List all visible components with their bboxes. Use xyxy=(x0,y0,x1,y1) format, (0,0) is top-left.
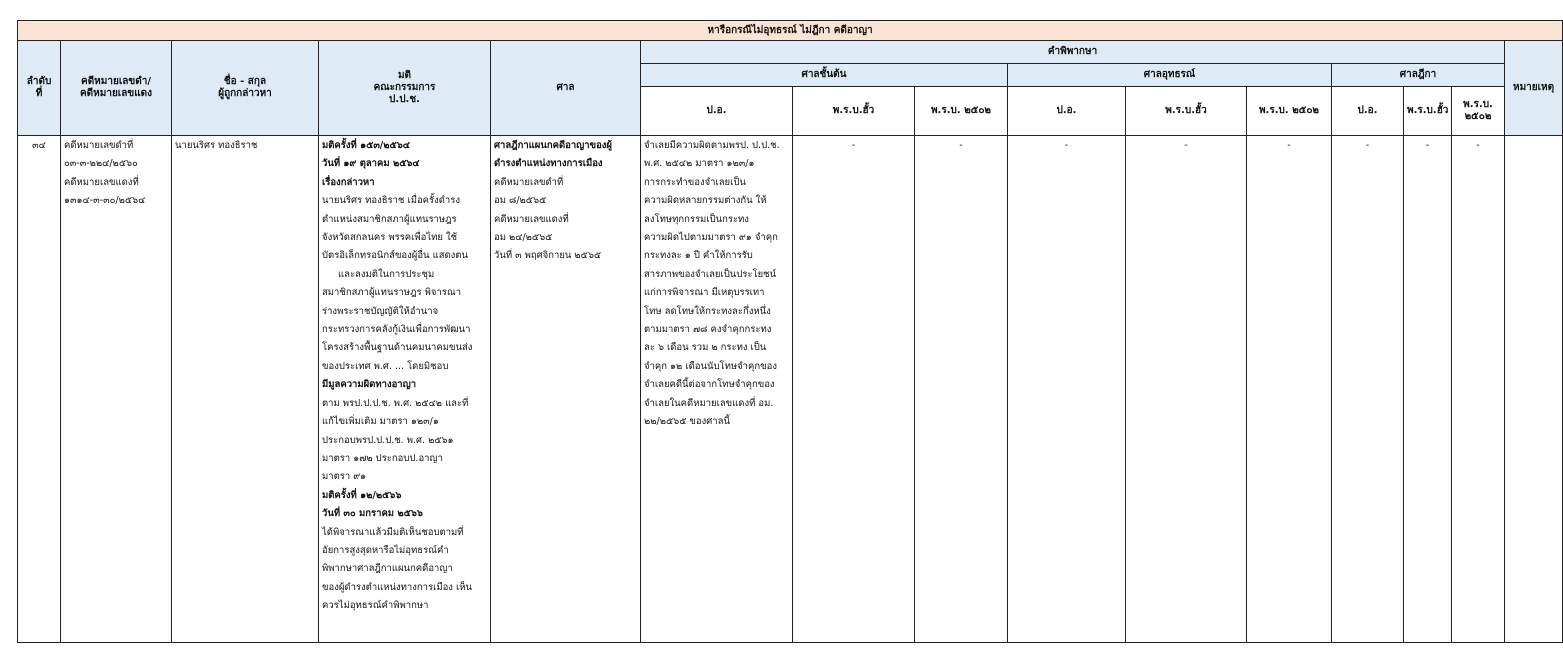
court-line: ศาลฎีกาแผนกคดีอาญาของผู้ xyxy=(494,140,612,151)
judgment-line: จำเลยคดีนี้ต่อจากโทษจำคุกของ xyxy=(644,379,775,391)
cell-first-po xyxy=(641,136,793,643)
judgment-line: จำคุก ๑๒ เดือนนับโทษจำคุกของ xyxy=(644,360,777,372)
resolution-line: ร่างพระราชบัญญัติให้อำนาจ xyxy=(322,305,439,317)
cell-seq: ๓๔ xyxy=(18,136,61,643)
judgment-line: ลงโทษทุกกรรมเป็นกระทง xyxy=(644,213,749,225)
court-line: อม ๘/๒๕๖๕ xyxy=(494,195,547,207)
resolution-line: ประกอบพรป.ป.ป.ช. พ.ศ. ๒๕๖๑ xyxy=(322,434,454,446)
judgment-line: ความผิดไปตามมาตรา ๙๑ จำคุก xyxy=(644,232,778,244)
cell-supreme-po: - xyxy=(1332,136,1404,643)
header-first-pr-2502: พ.ร.บ. ๒๕๐๒ xyxy=(915,87,1008,136)
cell-appeal-po: - xyxy=(1008,136,1126,643)
header-appeal-court: ศาลอุทธรณ์ xyxy=(1008,64,1332,87)
cell-case-number: คดีหมายเลขดำที่ ๐๓-๓-๒๒๔/๒๕๖๐ คดีหมายเลขแดงที่ ๑๓๑๔-๓-๓๐/๒๕๖๔ xyxy=(61,136,172,643)
header-first-instance-court: ศาลชั้นต้น xyxy=(641,64,1008,87)
resolution-line: แก้ไขเพิ่มเติม มาตรา ๑๒๓/๑ xyxy=(322,416,439,428)
resolution-line: บัตรอิเล็กทรอนิกส์ของผู้อื่น แสดงตน xyxy=(322,250,468,262)
header-remark: หมายเหตุ xyxy=(1505,41,1563,136)
judgment-line: ๒๒/๒๕๖๕ ของศาลนี้ xyxy=(644,416,730,428)
header-judgment: คำพิพากษา xyxy=(641,41,1505,64)
judgment-line: จำเลยมีความผิดตามพรป. ป.ป.ช. xyxy=(644,140,780,151)
header-first-pr-hua: พ.ร.บ.ฮั้ว xyxy=(793,87,915,136)
header-seq: ลำดับ ที่ xyxy=(18,41,61,136)
resolution-line: วันที่ ๑๙ ตุลาคม ๒๕๖๔ xyxy=(322,158,420,170)
court-line: วันที่ ๓ พฤศจิกายน ๒๕๖๕ xyxy=(494,250,602,262)
court-line: คดีหมายเลขดำที่ xyxy=(494,176,564,188)
judgment-line: พ.ศ. ๒๕๔๒ มาตรา ๑๒๓/๑ xyxy=(644,158,755,170)
resolution-line: กระทรวงการคลังกู้เงินเพื่อการพัฒนา xyxy=(322,324,471,336)
cell-supreme-pr-hua: - xyxy=(1404,136,1452,643)
header-supreme-pr-hua: พ.ร.บ.ฮั้ว xyxy=(1404,87,1452,136)
resolution-line: ควรไม่อุทธรณ์คำพิพากษา xyxy=(322,600,429,612)
judgment-line: กระทงละ ๑ ปี คำให้การรับ xyxy=(644,250,753,262)
judgment-line: สารภาพของจำเลยเป็นประโยชน์ xyxy=(644,268,777,280)
resolution-line: ตำแหน่งสมาชิกสภาผู้แทนราษฎร xyxy=(322,213,457,225)
header-supreme-court: ศาลฎีกา xyxy=(1332,64,1505,87)
cell-first-pr-2502: - xyxy=(915,136,1008,643)
header-appeal-pr-2502: พ.ร.บ. ๒๕๐๒ xyxy=(1247,87,1332,136)
header-case-number: คดีหมายเลขดำ/ คดีหมายเลขแดง xyxy=(61,41,172,136)
header-nacc-resolution: มติ คณะกรรมการ ป.ป.ช. xyxy=(319,41,491,136)
judgment-line: ตามมาตรา ๗๘ คงจำคุกกระทง xyxy=(644,324,772,336)
cell-court xyxy=(491,136,641,643)
cell-nacc-resolution xyxy=(319,136,491,643)
judgment-line: ละ ๖ เดือน รวม ๒ กระทง เป็น xyxy=(644,342,767,354)
resolution-line: นายนริศร ทองธิราช เมื่อครั้งดำรง xyxy=(322,195,461,207)
judgment-line: จำเลยในคดีหมายเลขแดงที่ อม. xyxy=(644,397,774,409)
cell-appeal-pr-hua: - xyxy=(1126,136,1247,643)
cell-accused-name: นายนริศร ทองธิราช xyxy=(172,136,319,643)
resolution-line: พิพากษาศาลฎีกาแผนกคดีอาญา xyxy=(322,563,453,575)
resolution-line: ตาม พรป.ป.ป.ช. พ.ศ. ๒๕๔๒ และที่ xyxy=(322,397,469,409)
resolution-line: มาตรา ๙๑ xyxy=(322,471,367,483)
resolution-line: มีมูลความผิดทางอาญา xyxy=(322,379,417,391)
resolution-line: มติครั้งที่ ๑๒/๒๕๖๖ xyxy=(322,489,402,501)
court-line: ดำรงตำแหน่งทางการเมือง xyxy=(494,158,603,170)
cell-first-pr-hua: - xyxy=(793,136,915,643)
header-supreme-pr-2502: พ.ร.บ. ๒๕๐๒ xyxy=(1452,87,1505,136)
court-line: อม ๒๔/๒๕๖๕ xyxy=(494,232,553,244)
judgment-line: ความผิดหลายกรรมต่างกัน ให้ xyxy=(644,195,767,207)
resolution-line: วันที่ ๓๐ มกราคม ๒๕๖๖ xyxy=(322,508,423,520)
judgment-line: โทษ ลดโทษให้กระทงละกึ่งหนึ่ง xyxy=(644,305,771,317)
resolution-line: ของประเทศ พ.ศ. ... โดยมิชอบ xyxy=(322,360,449,372)
resolution-line: สมาชิกสภาผู้แทนราษฎร พิจารณา xyxy=(322,287,462,299)
cell-supreme-pr-2502: - xyxy=(1452,136,1505,643)
judgment-line: แก่การพิจารณา มีเหตุบรรเทา xyxy=(644,287,765,299)
resolution-line: จังหวัดสกลนคร พรรคเพื่อไทย ใช้ xyxy=(322,232,458,244)
resolution-line: อัยการสูงสุดหารือไม่อุทธรณ์คำ xyxy=(322,544,449,556)
resolution-line: มาตรา ๑๗๒ ประกอบป.อาญา xyxy=(322,452,443,464)
table-title: หารือกรณีไม่อุทธรณ์ ไม่ฎีกา คดีอาญา xyxy=(18,21,1563,41)
header-appeal-po: ป.อ. xyxy=(1008,87,1126,136)
resolution-line: โครงสร้างพื้นฐานด้านคมนาคมขนส่ง xyxy=(322,342,473,354)
resolution-line: ได้พิจารณาแล้วมีมติเห็นชอบตามที่ xyxy=(322,526,464,538)
case-table xyxy=(17,20,1563,643)
court-line: คดีหมายเลขแดงที่ xyxy=(494,213,569,225)
cell-remark xyxy=(1505,136,1563,643)
cell-appeal-pr-2502: - xyxy=(1247,136,1332,643)
resolution-line: มติครั้งที่ ๑๕๓/๒๕๖๔ xyxy=(322,140,410,151)
header-accused-name: ชื่อ - สกุล ผู้ถูกกล่าวหา xyxy=(172,41,319,136)
resolution-line: ของผู้ดำรงตำแหน่งทางการเมือง เห็น xyxy=(322,581,472,593)
resolution-line: เรื่องกล่าวหา xyxy=(322,176,375,188)
header-supreme-po: ป.อ. xyxy=(1332,87,1404,136)
header-court: ศาล xyxy=(491,41,641,136)
header-appeal-pr-hua: พ.ร.บ.ฮั้ว xyxy=(1126,87,1247,136)
header-first-po: ป.อ. xyxy=(641,87,793,136)
table-row xyxy=(18,136,1563,643)
judgment-line: การกระทำของจำเลยเป็น xyxy=(644,176,746,188)
resolution-line: และลงมติในการประชุม xyxy=(338,268,435,280)
